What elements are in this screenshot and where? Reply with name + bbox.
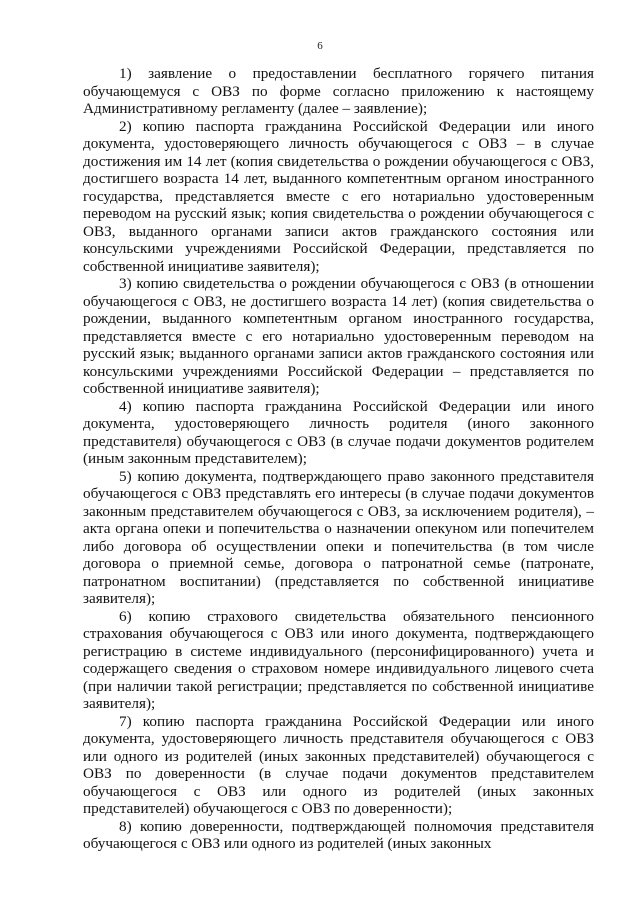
page-number: 6 bbox=[317, 40, 323, 52]
document-body bbox=[83, 65, 594, 853]
paragraph-item-2: 2) копию паспорта гражданина Российской Федерации или иного документа, удостоверяющего личность обучающегося с ОВЗ – в случае достижения им 14 лет (копия свидетельства о рождении обучающегося с ОВЗ, достигшего возраста 14 лет, выданного компетентным органом иностранного государства, представляется вместе с его нотариально удостоверенным переводом на русский язык; копия свидетельства о рождении обучающегося с ОВЗ, выданного органами записи актов гражданского состояния или консульскими учреждениями Российской Федерации, представляется по собственной инициативе заявителя); bbox=[83, 117, 594, 275]
paragraph-item-5: 5) копию документа, подтверждающего право законного представителя обучающегося с ОВЗ представлять его интересы (в случае подачи документов законным представителем обучающегося с ОВЗ, за исключением родителя), – акта органа опеки и попечительства о назначении опекуном или попечителем либо договора об осуществлении опеки и попечительства (в том числе договора о приемной семье, договора о патронатной семье (патронате, патронатном воспитании) (представляется по собственной инициативе заявителя); bbox=[83, 467, 594, 607]
paragraph-item-3: 3) копию свидетельства о рождении обучающегося с ОВЗ (в отношении обучающегося с ОВЗ, не достигшего возраста 14 лет) (копия свидетельства о рождении, выданного компетентным органом иностранного государства, представляется вместе с его нотариально удостоверенным переводом на русский язык; выданного органами записи актов гражданского состояния или консульскими учреждениями Российской Федерации – представляется по собственной инициативе заявителя); bbox=[83, 275, 594, 397]
paragraph-item-6: 6) копию страхового свидетельства обязательного пенсионного страхования обучающегося с ОВЗ или иного документа, подтверждающего регистрацию в системе индивидуального (персонифицированного) учета и содержащего сведения о страховом номере индивидуального лицевого счета (при наличии такой регистрации; представляется по собственной инициативе заявителя); bbox=[83, 607, 594, 712]
paragraph-item-8: 8) копию доверенности, подтверждающей полномочия представителя обучающегося с ОВЗ или одного из родителей (иных законных bbox=[83, 817, 594, 852]
paragraph-item-1: 1) заявление о предоставлении бесплатного горячего питания обучающемуся с ОВЗ по форме согласно приложению к настоящему Административному регламенту (далее – заявление); bbox=[83, 65, 594, 117]
paragraph-item-4: 4) копию паспорта гражданина Российской Федерации или иного документа, удостоверяющего личность родителя (иного законного представителя) обучающегося с ОВЗ (в случае подачи документов родителем (иным законным представителем); bbox=[83, 397, 594, 467]
paragraph-item-7: 7) копию паспорта гражданина Российской Федерации или иного документа, удостоверяющего личность представителя обучающегося с ОВЗ или одного из родителей (иных законных представителей) обучающегося с ОВЗ по доверенности (в случае подачи документов представителем обучающегося с ОВЗ или одного из родителей (иных законных представителей) обучающегося с ОВЗ по доверенности); bbox=[83, 712, 594, 817]
